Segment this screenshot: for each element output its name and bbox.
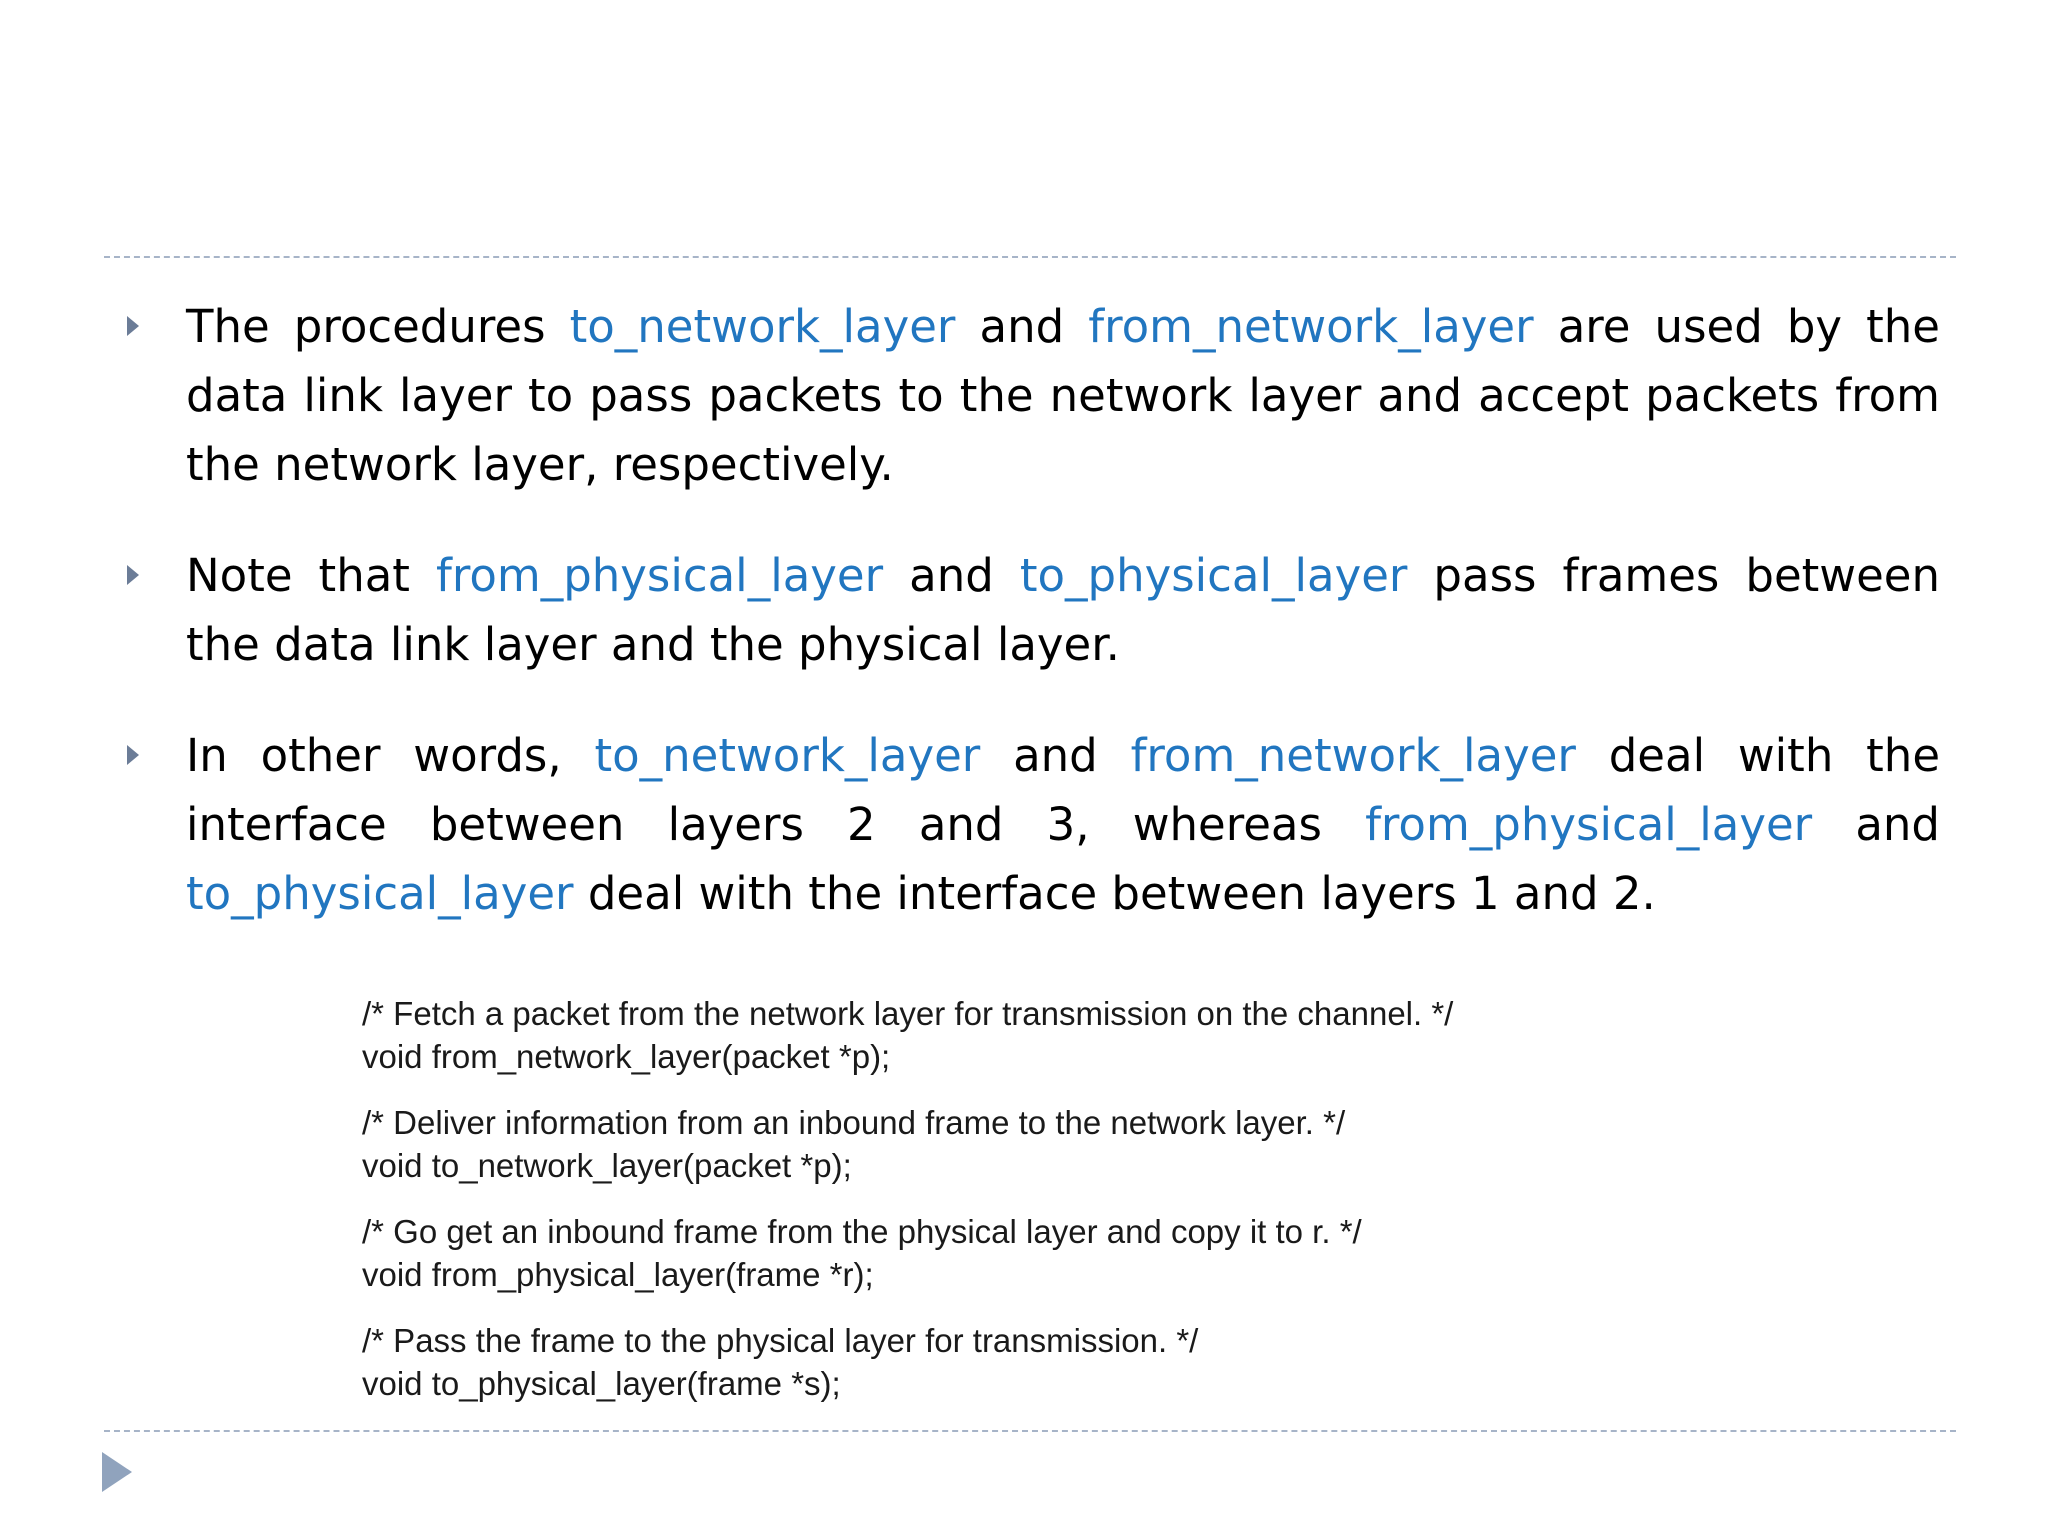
text-segment: deal with the interface between layers 2 and 3, whereas xyxy=(186,729,1940,851)
text-segment: are used by the data link layer to pass packets to the network layer and accept packets from the network layer, respectively. xyxy=(186,300,1940,491)
function-name: to_network_layer xyxy=(569,300,956,353)
code-comment: /* Deliver information from an inbound frame to the network layer. */ xyxy=(362,1104,1346,1141)
top-divider xyxy=(104,256,1956,258)
text-segment: Note that xyxy=(186,549,436,602)
bullet-text xyxy=(186,300,1940,491)
triangle-right-icon xyxy=(127,745,139,765)
code-signature: void to_physical_layer(frame *s); xyxy=(362,1365,841,1402)
function-name: from_physical_layer xyxy=(1365,798,1813,851)
code-signature: void to_network_layer(packet *p); xyxy=(362,1147,852,1184)
bullet-text xyxy=(186,729,1940,920)
bullet-item xyxy=(120,721,1940,928)
text-segment: In other words, xyxy=(186,729,595,782)
code-signature: void from_physical_layer(frame *r); xyxy=(362,1256,874,1293)
triangle-right-icon xyxy=(127,565,139,585)
code-entry xyxy=(362,1319,1662,1405)
bullet-list xyxy=(120,292,1940,970)
text-segment: pass frames between the data link layer and the physical layer. xyxy=(186,549,1940,671)
code-entry xyxy=(362,1210,1662,1296)
function-name: from_network_layer xyxy=(1088,300,1534,353)
bottom-divider xyxy=(104,1430,1956,1432)
function-name: from_physical_layer xyxy=(435,549,884,602)
code-comment: /* Fetch a packet from the network layer for transmission on the channel. */ xyxy=(362,995,1454,1032)
bullet-item xyxy=(120,541,1940,679)
text-segment: The procedures xyxy=(186,300,570,353)
function-name: to_physical_layer xyxy=(1019,549,1408,602)
function-name: from_network_layer xyxy=(1130,729,1576,782)
function-name: to_network_layer xyxy=(594,729,981,782)
text-segment: and xyxy=(955,300,1089,353)
code-entry xyxy=(362,1101,1662,1187)
text-segment: and xyxy=(1812,798,1940,851)
function-name: to_physical_layer xyxy=(186,867,574,920)
bullet-text xyxy=(186,549,1940,671)
next-slide-icon[interactable] xyxy=(102,1452,132,1492)
text-segment: and xyxy=(883,549,1020,602)
code-entry xyxy=(362,992,1662,1078)
code-comment: /* Go get an inbound frame from the physical layer and copy it to r. */ xyxy=(362,1213,1362,1250)
bullet-item xyxy=(120,292,1940,499)
text-segment: deal with the interface between layers 1 and 2. xyxy=(573,867,1656,920)
code-comment: /* Pass the frame to the physical layer for transmission. */ xyxy=(362,1322,1199,1359)
code-listing xyxy=(362,992,1662,1428)
triangle-right-icon xyxy=(127,316,139,336)
code-signature: void from_network_layer(packet *p); xyxy=(362,1038,891,1075)
text-segment: and xyxy=(980,729,1131,782)
